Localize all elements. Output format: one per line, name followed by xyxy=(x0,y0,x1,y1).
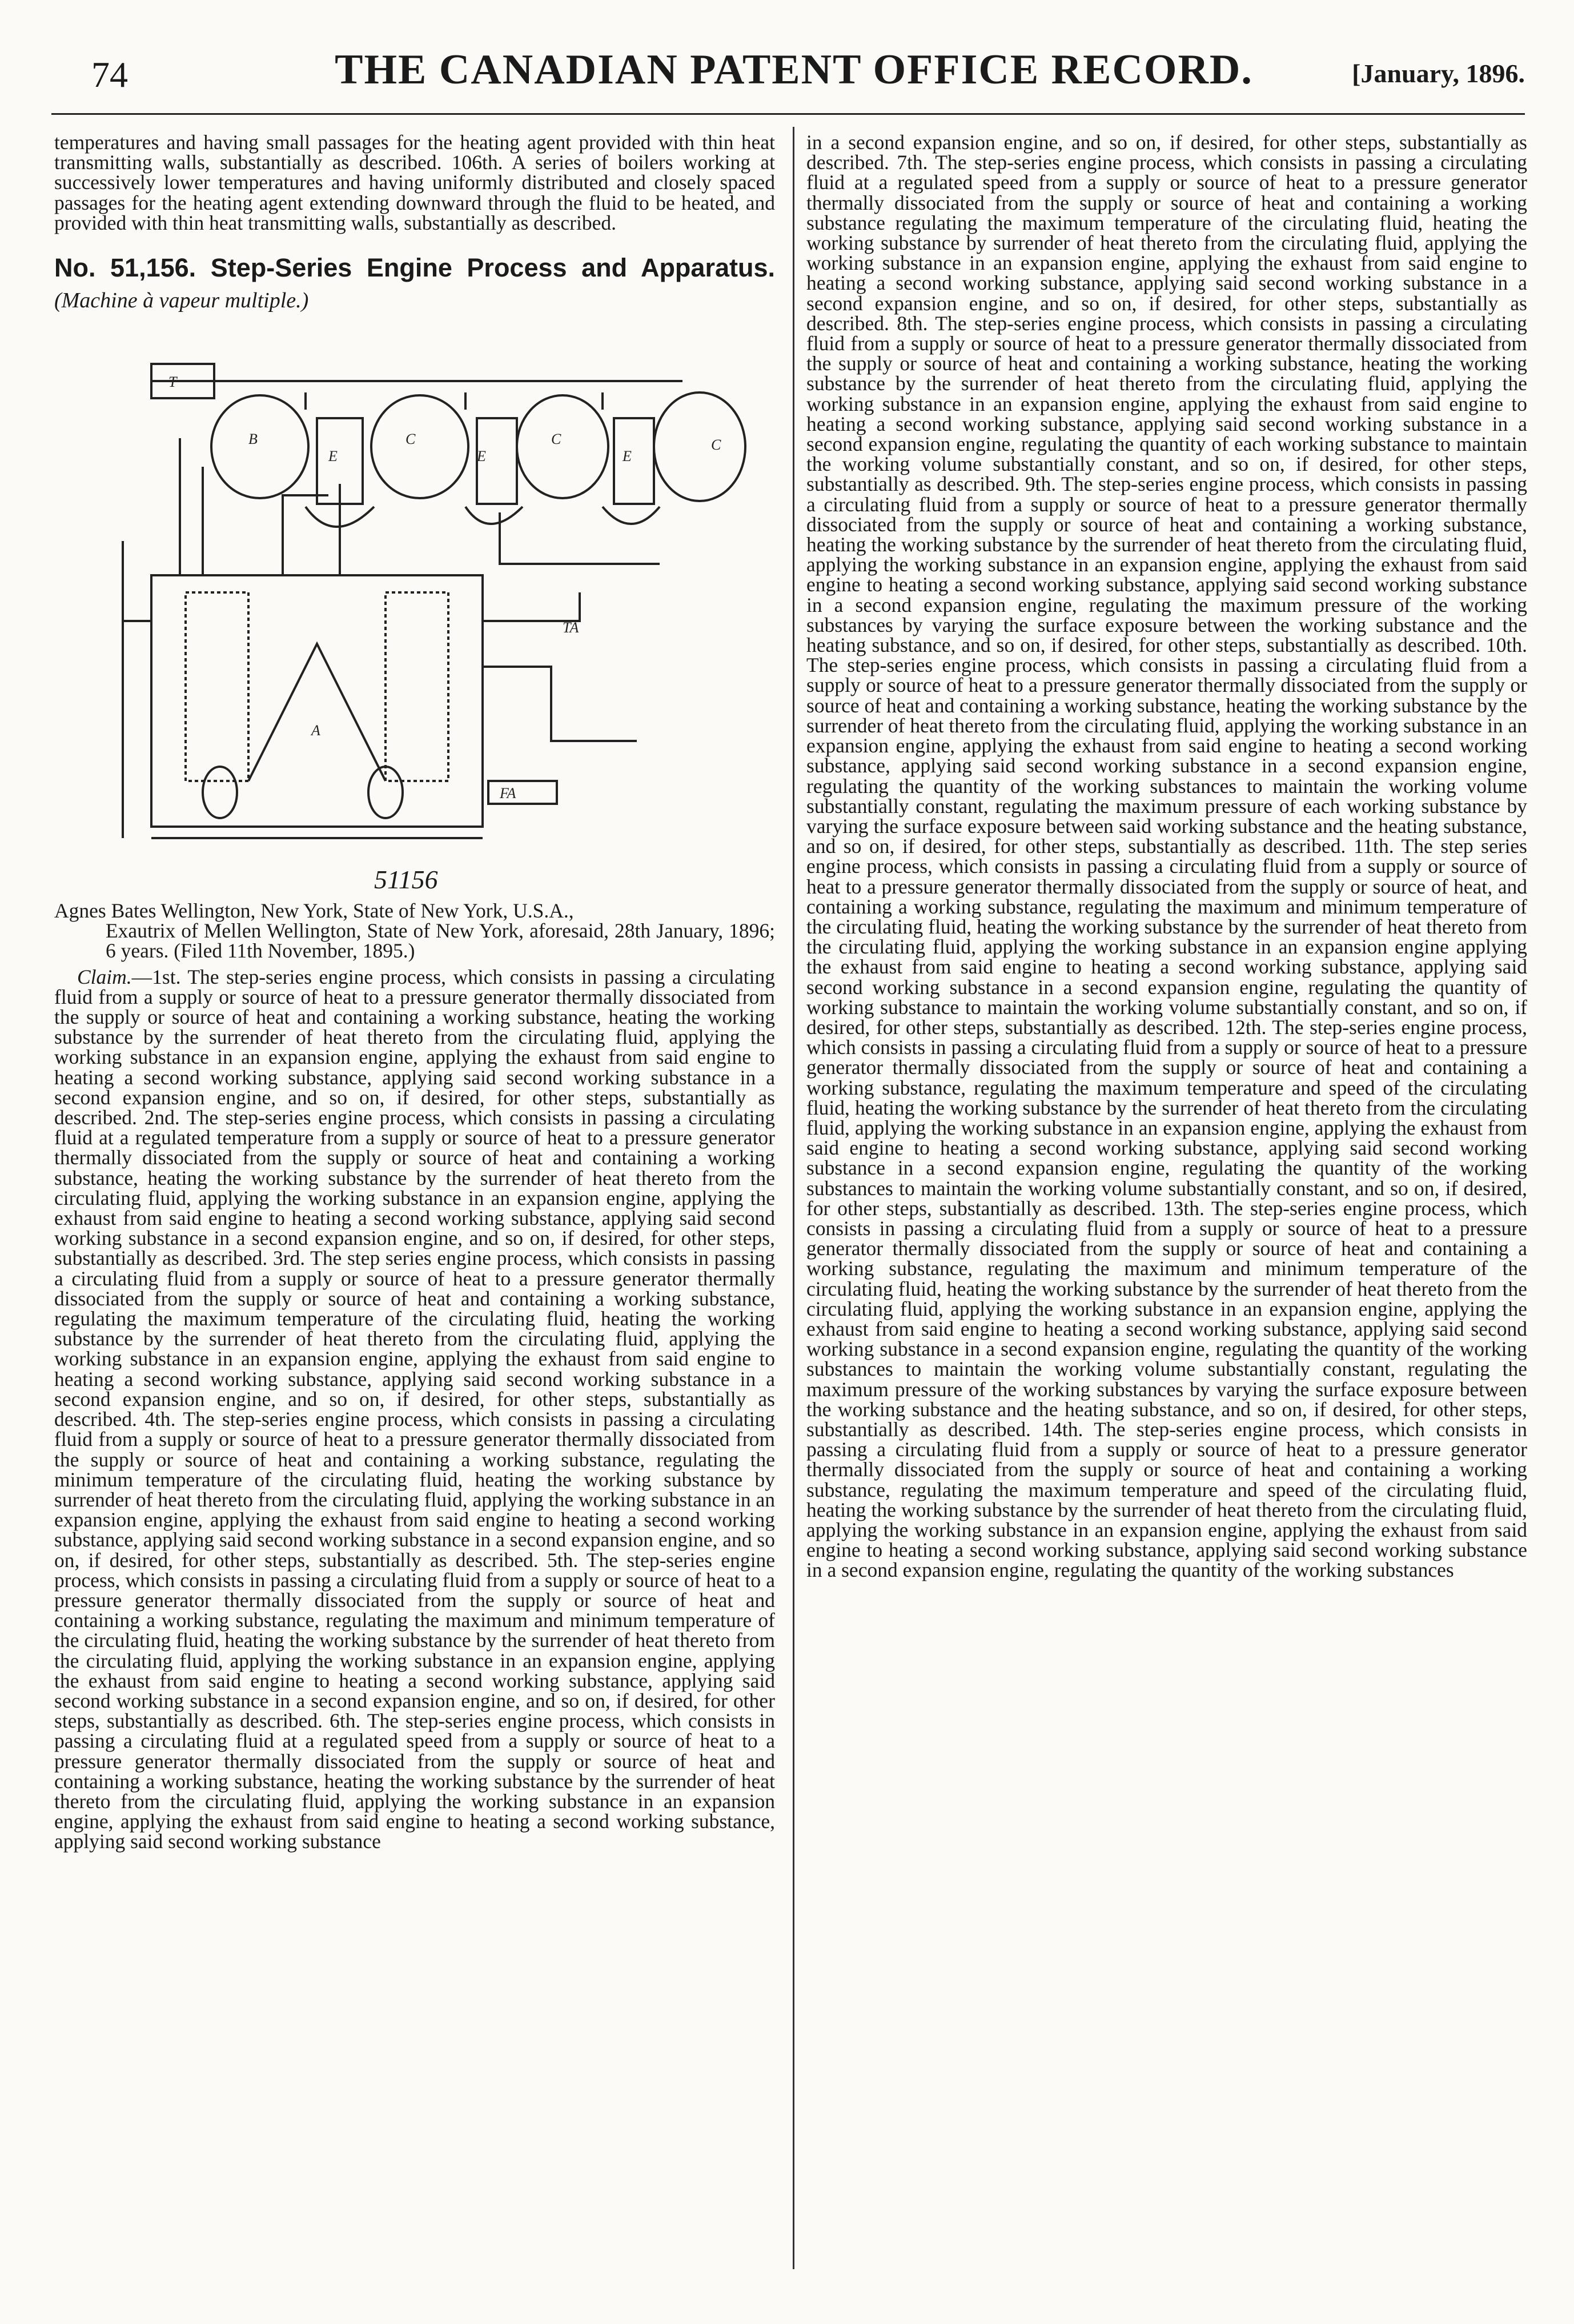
patent-french-title: (Machine à vapeur multiple.) xyxy=(54,289,309,313)
patentee-info xyxy=(54,901,775,961)
header-rule xyxy=(51,113,1525,115)
journal-title: THE CANADIAN PATENT OFFICE RECORD. xyxy=(335,46,1253,93)
engine-apparatus-illustration xyxy=(66,324,768,895)
continued-claims-text: temperatures and having small passages for the heating agent provided with thin heat transmitting walls, substantially as described. 106th. A series of boilers working at successively lower temperatures and having uniformly distributed and closely spaced passages for the heating agent extending downward through the fluid to be heated, and provided with thin heat transmitting walls, substantially as described. xyxy=(54,133,775,234)
patent-heading xyxy=(54,253,775,316)
patentee-line-2: Exautrix of Mellen Wellington, State of New York, aforesaid, 28th January, 1896; 6 years. (Filed 11th November, 1895.) xyxy=(106,919,775,963)
left-column xyxy=(54,133,775,2309)
page-header xyxy=(51,46,1536,109)
drawing-label-t: T xyxy=(168,374,177,391)
page-number: 74 xyxy=(91,54,128,95)
apparatus-drawing xyxy=(66,324,768,867)
patent-title: Step-Series Engine Process and Apparatus. xyxy=(210,253,775,283)
column-divider xyxy=(793,127,794,2269)
claims-continued-text: in a second expansion engine, and so on, if desired, for other steps, substantially as described. 7th. The step-series engine process, which consists in passing a circulating fluid at a regulated speed from a supply or source of heat to a pressure generator thermally dissociated from the supply or source of heat and containing a working substance regulating the maximum temperature of the circulating fluid, heating the working substance by surrender of heat thereto from the circulating fluid, applying the working substance in an expansion engine, applying the exhaust from said engine to heating a second working substance, applying said second working substance in a second expansion engine, and so on, if desired, for other steps, substantially as described. 8th. The step-series engine process, which consists in passing a circulating fluid from a supply or source of heat to a pressure generator thermally dissociated from the supply or source of heat and containing a working substance, heating the working substance by the surrender of heat thereto from the circulating fluid, applying the working substance in an expansion engine, applying the exhaust from said engine to heating a second working substance, applying said second working substance in a second expansion engine, regulating the quantity of each working substance to maintain the working volume substantially constant, and so on, if desired, for other steps, substantially as described. 9th. The step-series engine process, which consists in passing a circulating fluid from a supply or source of heat to a pressure generator thermally dissociated from the supply or source of heat and containing a working substance, heating the working substance by the surrender of heat thereto from the circulating fluid, applying the working substance in an expansion engine, applying the exhaust from said engine to heating a second working substance, applying said second working substance in a second expansion engine, regulating the maximum pressure of the working substances by varying the surface exposure between the working substance and the heating substance, and so on, if desired, for other steps, substantially as described. 10th. The step-series engine process, which consists in passing a circulating fluid from a supply or source of heat to a pressure generator thermally dissociated from the supply or source of heat and containing a working substance, heating the working substance by the surrender of heat thereto from the circulating fluid, applying the working substance in an expansion engine, applying the exhaust from said engine to heating a second working substance, applying said second working substance in a second expansion engine, regulating the quantity of the working substances to maintain the working volume substantially constant, regulating the maximum pressure of each working substance by varying the surface exposure between said working substance and the heating substance, and so on, if desired, for other steps, substantially as described. 11th. The step series engine process, which consists in passing a circulating fluid from a supply or source of heat to a pressure generator thermally dissociated from the supply or source of heat, and containing a working substance, regulating the maximum and minimum temperature of the circulating fluid, heating the working substance by the surrender of heat thereto from the circulating fluid, applying the working substance in an expansion engine applying the exhaust from said engine to heating a second working substance, applying said second working substance in a second expansion engine, regulating the quantity of working substance to maintain the working volume substantially constant, and so on, if desired, for other steps, substantially as described. 12th. The step-series engine process, which consists in passing a circulating fluid from a supply or source of heat to a pressure generator thermally dissociated from the supply or source of heat and containing a working substance, regulating the maximum temperature and speed of the circulating fluid, heating the working substance by the surrender of heat thereto from the circulating fluid, applying the working substance in an expansion engine, applying the exhaust from said engine to heating a second working substance, applying said second working substance in a second expansion engine, regulating the quantity of the working substances to maintain the working volume substantially constant, and so on, if desired, for other steps, substantially as described. 13th. The step-series engine process, which consists in passing a circulating fluid from a supply or source of heat to a pressure generator thermally dissociated from the supply or source of heat and containing a working substance, regulating the maximum and minimum temperature of the circulating fluid, heating the working substance by the surrender of heat thereto from the circulating fluid, applying the working substance in an expansion engine, applying the exhaust from said engine to heating a second working substance, applying said second working substance in a second expansion engine, regulating the quantity of the working substances to maintain the working volume substantially constant, regulating the maximum pressure of the working substances by varying the surface exposure between the working substance and the heating substance, and so on, if desired, for other steps, substantially as described. 14th. The step-series engine process, which consists in passing a circulating fluid from a supply or source of heat to a pressure generator thermally dissociated from the supply or source of heat and containing a working substance, regulating the maximum temperature and speed of the circulating fluid, heating the working substance by the surrender of heat thereto from the circulating fluid, applying the working substance in an expansion engine, applying the exhaust from said engine to heating a second working substance, applying said second working substance in a second expansion engine, regulating the quantity of the working substances xyxy=(806,133,1527,1582)
claim-label: Claim. xyxy=(77,965,132,988)
drawing-label-a: A xyxy=(311,722,320,739)
figure-number: 51156 xyxy=(374,865,438,895)
drawing-label-e: E xyxy=(328,448,338,465)
issue-date: [January, 1896. xyxy=(1352,59,1525,88)
drawing-label-fa: FA xyxy=(500,785,516,802)
drawing-label-e1: E xyxy=(477,448,486,465)
right-column xyxy=(806,133,1527,2309)
drawing-label-ta: TA xyxy=(563,619,579,636)
drawing-label-c2: C xyxy=(551,431,561,448)
patent-number: No. 51,156. xyxy=(54,253,196,283)
drawing-label-c1: C xyxy=(405,431,416,448)
claims-paragraph xyxy=(54,967,775,1852)
drawing-label-e2: E xyxy=(623,448,632,465)
claims-text: —1st. The step-series engine process, which consists in passing a circulating fluid from a supply or source of heat to a pressure generator thermally dissociated from the supply or source of heat and containing a working substance, heating the working substance by the surrender of heat thereto from the circulating fluid, applying the working substance in an expansion engine, applying the exhaust from said engine to heating a second working substance, applying said second working substance in a second expansion engine, and so on, if desired, for other steps, substantially as described. 2nd. The step-series engine process, which consists in passing a circulating fluid at a regulated temperature from a supply or source of heat to a pressure generator thermally dissociated from the supply or source of heat and containing a working substance, heating the working substance by the surrender of heat thereto from the circulating fluid, applying the working substance in an expansion engine, applying the exhaust from said engine to heating a second working substance, applying said second working substance in a second expansion engine, and so on, if desired, for other steps, substantially as described. 3rd. The step series engine process, which consists in passing a circulating fluid from a supply or source of heat to a pressure generator thermally dissociated from the supply or source of heat and containing a working substance, regulating the maximum temperature of the circulating fluid, heating the working substance by the surrender of heat thereto from the circulating fluid, applying the working substance in an expansion engine, applying the exhaust from said engine to heating a second working substance, applying said second working substance in a second expansion engine, and so on, if desired, for other steps, substantially as described. 4th. The step-series engine process, which consists in passing a circulating fluid from a supply or source of heat to a pressure generator thermally dissociated from the supply or source of heat and containing a working substance, regulating the minimum temperature of the circulating fluid, heating the working substance by surrender of heat thereto from the circulating fluid, applying the working substance in an expansion engine, applying the exhaust from said engine to heating a second working substance, applying said second working substance in a second expansion engine, and so on, if desired, for other steps, substantially as described. 5th. The step-series engine process, which consists in passing a circulating fluid from a supply or source of heat to a pressure generator thermally dissociated from the supply or source of heat and containing a working substance, regulating the maximum and minimum temperature of the circulating fluid, heating the working substance by the surrender of heat thereto from the circulating fluid, applying the working substance in an expansion engine, applying the exhaust from said engine to heating a second working substance, applying said second working substance in a second expansion engine, and so on, if desired, for other steps, substantially as described. 6th. The step-series engine process, which consists in passing a circulating fluid at a regulated speed from a supply or source of heat to a pressure generator thermally dissociated from the supply or source of heat and containing a working substance, heating the working substance by the surrender of heat thereto from the circulating fluid, applying the working substance in an expansion engine, applying the exhaust from said engine to heating a second working substance, applying said second working substance xyxy=(54,965,775,1853)
drawing-label-b: B xyxy=(248,431,258,448)
drawing-label-c3: C xyxy=(711,436,721,454)
patentee-line-1: Agnes Bates Wellington, New York, State of New York, U.S.A., xyxy=(54,899,574,923)
